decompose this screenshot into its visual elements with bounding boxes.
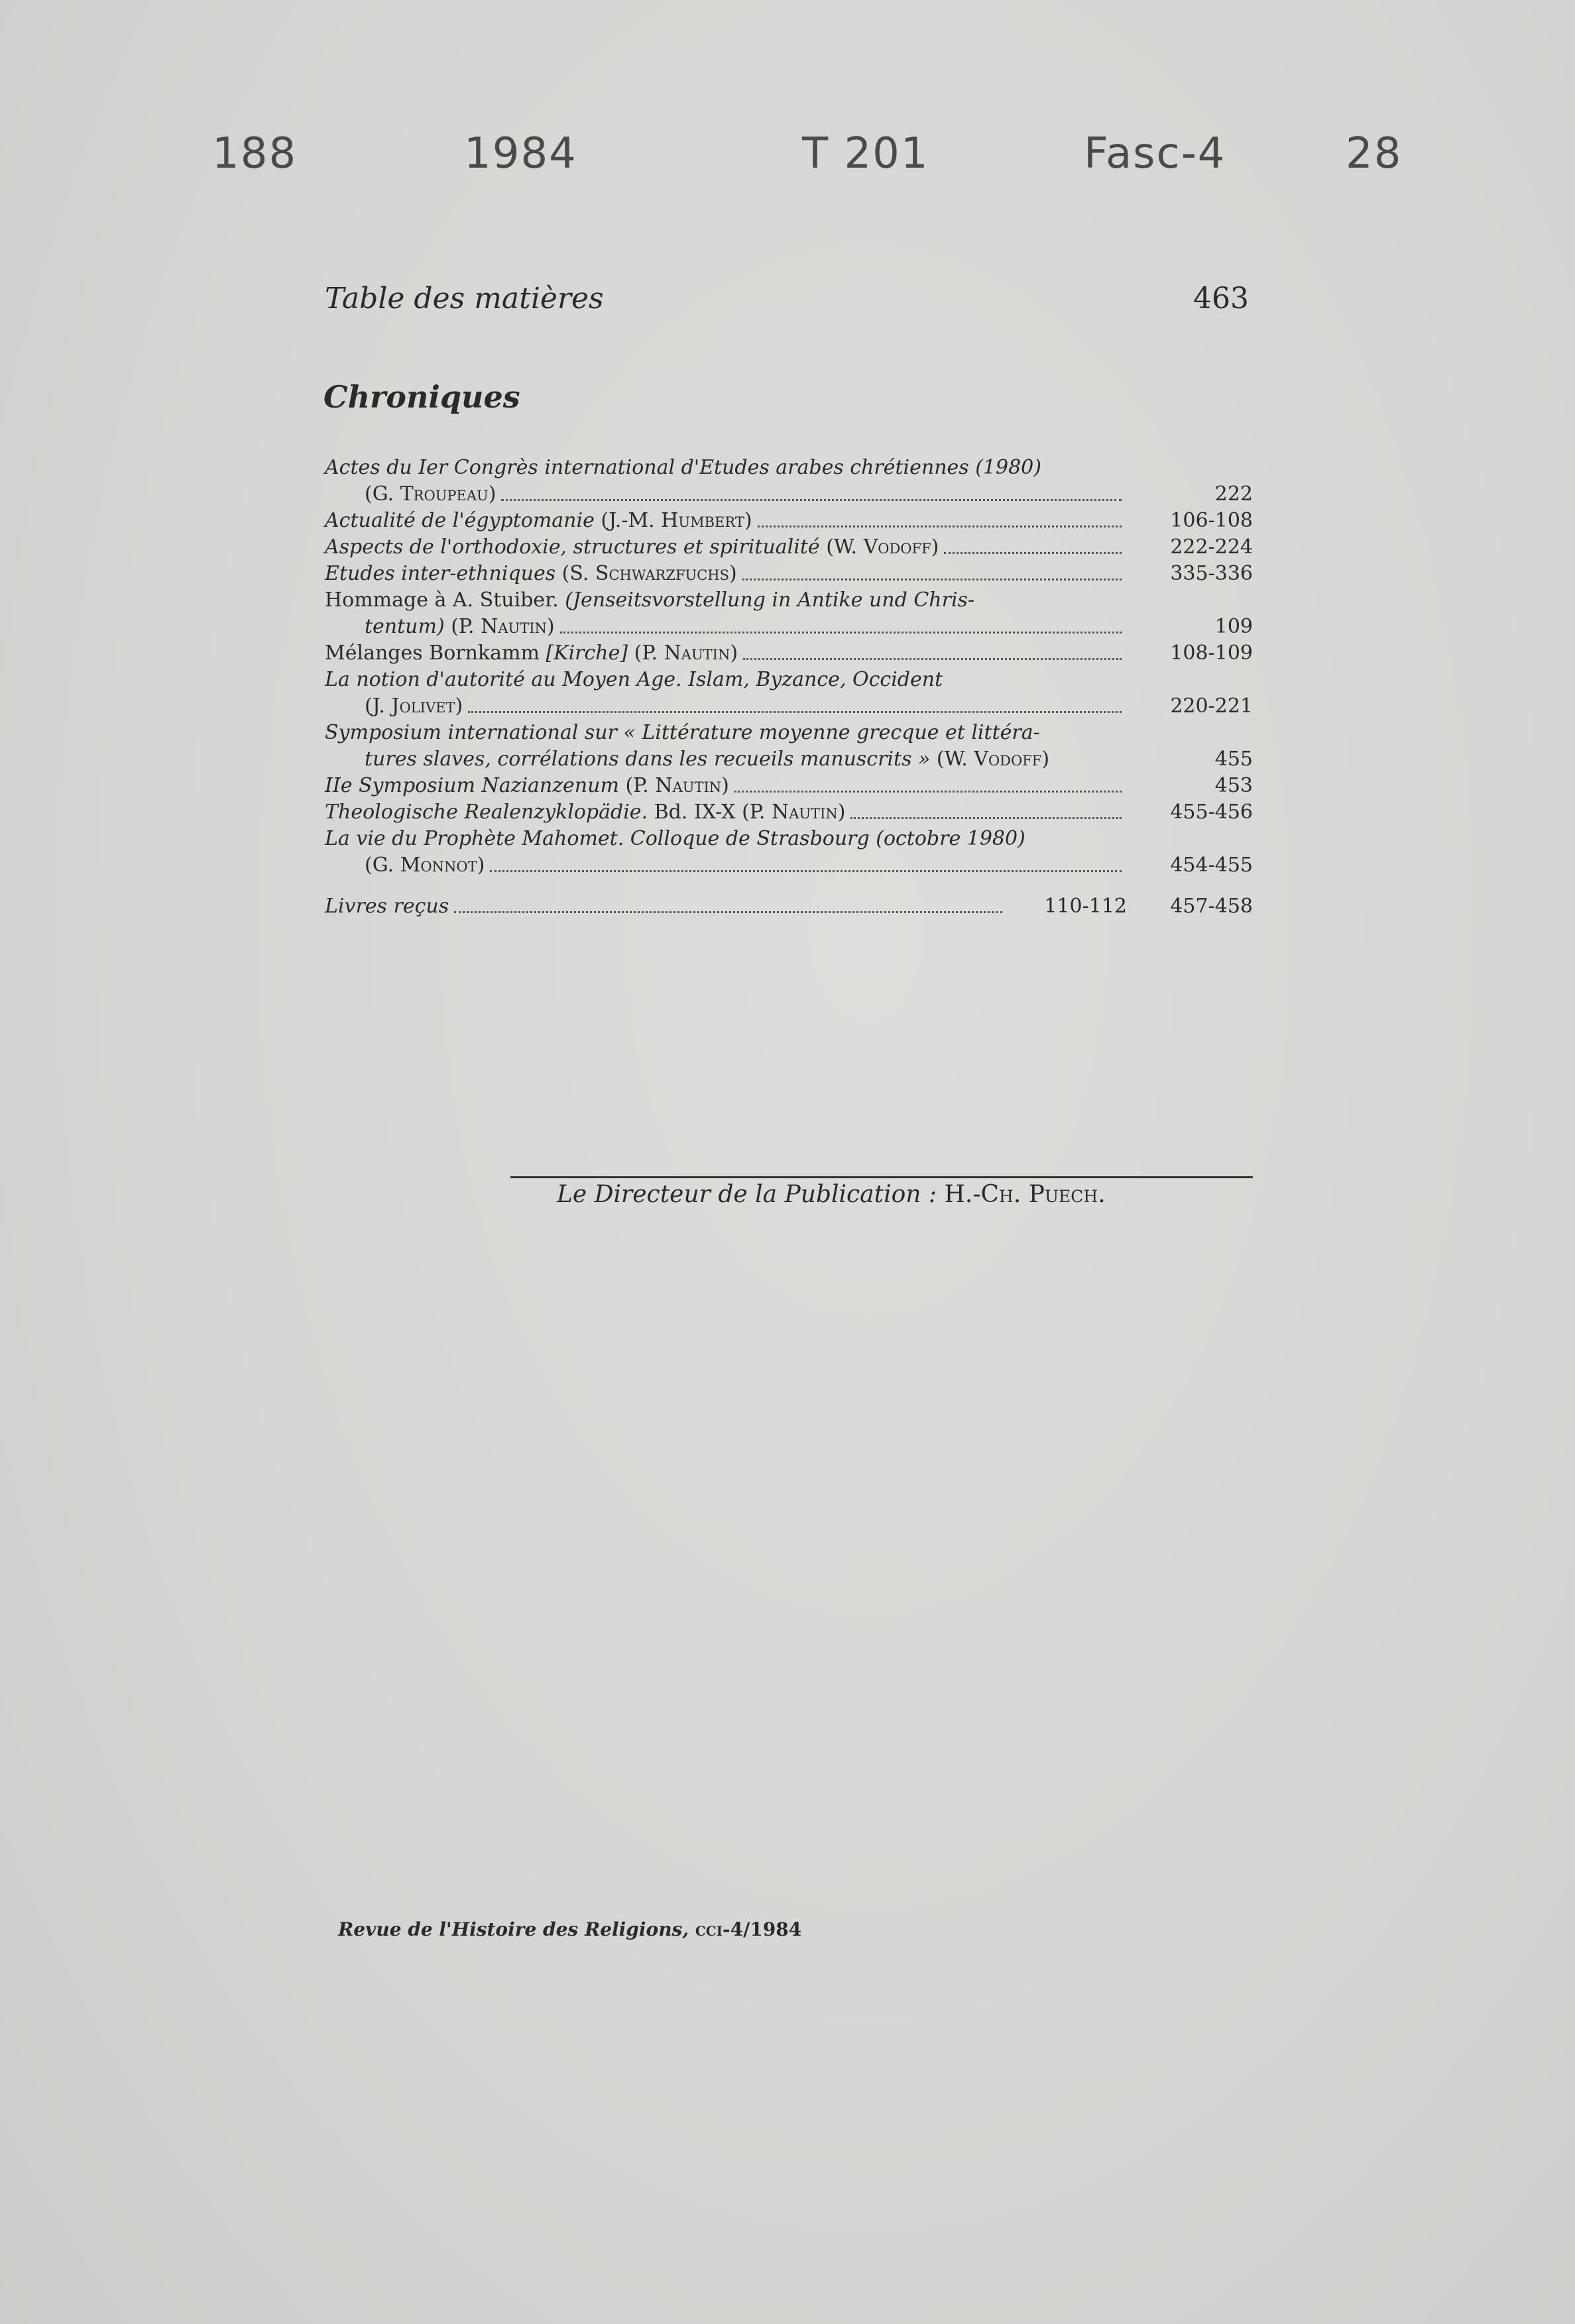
- entry-prefix: Mélanges Bornkamm: [325, 641, 540, 665]
- journal-footer: [338, 1918, 801, 1940]
- toc-entry-line: [325, 534, 1253, 561]
- entry-title: Actes du Ier Congrès international d'Etudes arabes chrétiennes (1980): [325, 456, 1041, 479]
- director-label: Le Directeur de la Publication :: [557, 1181, 937, 1208]
- toc-entry-line: [325, 667, 1253, 693]
- entry-title: Symposium international sur « Littérature moyenne grecque et littéra-: [325, 721, 1040, 744]
- toc-entry-line: [325, 773, 1253, 799]
- entry-volume: Bd. IX-X: [654, 801, 736, 824]
- toc-entry-line: [325, 508, 1253, 534]
- entry-pages: 335-336: [1170, 562, 1253, 585]
- director-name: H.-Ch. Puech.: [944, 1181, 1106, 1208]
- entry-author: (S. Schwarzfuchs): [561, 562, 737, 585]
- journal-issue: cci-4/1984: [695, 1918, 802, 1940]
- toc-entry-line: [325, 587, 1253, 614]
- toc-entry-line: [325, 614, 1253, 640]
- entry-pages: 222-224: [1170, 535, 1253, 559]
- entry-pages: 108-109: [1170, 641, 1253, 665]
- toc-entry-line: [325, 640, 1253, 667]
- entry-pages-first: 110-112: [1044, 895, 1127, 918]
- entry-title: (Jenseitsvorstellung in Antike und Chris-: [565, 588, 975, 612]
- toc-entry-line: [325, 746, 1253, 773]
- entry-author: (G. Monnot): [365, 854, 485, 877]
- page-number: 463: [1193, 282, 1249, 315]
- entry-title: Aspects de l'orthodoxie, structures et spiritualité: [325, 535, 820, 559]
- entry-title: Livres reçus: [325, 895, 449, 918]
- entry-author: (J.-M. Humbert): [601, 509, 752, 532]
- entry-title: IIe Symposium Nazianzenum: [325, 774, 619, 797]
- entry-title: Theologische Realenzyklopädie.: [325, 801, 648, 824]
- toc-entry-line: [325, 455, 1253, 481]
- toc-entry-line: [325, 693, 1253, 720]
- entry-author: (W. Vodoff): [936, 747, 1050, 771]
- journal-name: Revue de l'Histoire des Religions,: [338, 1918, 689, 1940]
- entry-title: La notion d'autorité au Moyen Age. Islam, Byzance, Occident: [325, 668, 943, 691]
- entry-pages: 455-456: [1170, 801, 1253, 824]
- handwritten-note-5: 28: [1346, 129, 1403, 178]
- entry-pages: 454-455: [1170, 854, 1253, 877]
- entry-author: (P. Nautin): [451, 615, 555, 638]
- divider-rule: [510, 1176, 1253, 1178]
- entry-author: (P. Nautin): [625, 774, 729, 797]
- entry-pages: 453: [1214, 774, 1253, 797]
- entry-pages: 106-108: [1170, 509, 1253, 532]
- handwritten-note-1: 188: [212, 129, 298, 178]
- entry-title: Actualité de l'égyptomanie: [325, 509, 595, 532]
- toc-entry-books: [325, 893, 1253, 920]
- entry-title: La vie du Prophète Mahomet. Colloque de Strasbourg (octobre 1980): [325, 827, 1025, 850]
- entry-author: (G. Troupeau): [365, 482, 496, 506]
- entry-pages: 222: [1214, 482, 1253, 506]
- entry-author: (J. Jolivet): [365, 694, 463, 718]
- handwritten-note-4: Fasc-4: [1084, 129, 1226, 178]
- entry-author: (W. Vodoff): [826, 535, 939, 559]
- toc-entry-line: [325, 799, 1253, 826]
- running-header-title: Table des matières: [325, 282, 604, 315]
- handwritten-note-2: 1984: [464, 129, 577, 178]
- entry-title: Etudes inter-ethniques: [325, 562, 556, 585]
- entry-pages: 455: [1214, 747, 1253, 771]
- section-title: Chroniques: [323, 379, 520, 415]
- entry-title-continued: tures slaves, corrélations dans les recueils manuscrits »: [365, 747, 931, 771]
- entry-title: [Kirche]: [546, 641, 628, 665]
- entry-title-continued: tentum): [365, 615, 445, 638]
- director-line: [557, 1181, 1106, 1208]
- entry-author: (P. Nautin): [742, 801, 846, 824]
- toc-entry-line: [325, 826, 1253, 852]
- entry-pages: 109: [1214, 615, 1253, 638]
- handwritten-note-3: T 201: [802, 129, 929, 178]
- entry-prefix: Hommage à A. Stuiber.: [325, 588, 559, 612]
- toc-entry-line: [325, 720, 1253, 746]
- toc-entry-line: [325, 561, 1253, 587]
- table-of-contents: [325, 455, 1253, 920]
- toc-entry-line: [325, 481, 1253, 508]
- toc-entry-line: [325, 852, 1253, 879]
- entry-author: (P. Nautin): [634, 641, 738, 665]
- entry-pages-second: 457-458: [1170, 895, 1253, 918]
- entry-pages: 220-221: [1170, 694, 1253, 718]
